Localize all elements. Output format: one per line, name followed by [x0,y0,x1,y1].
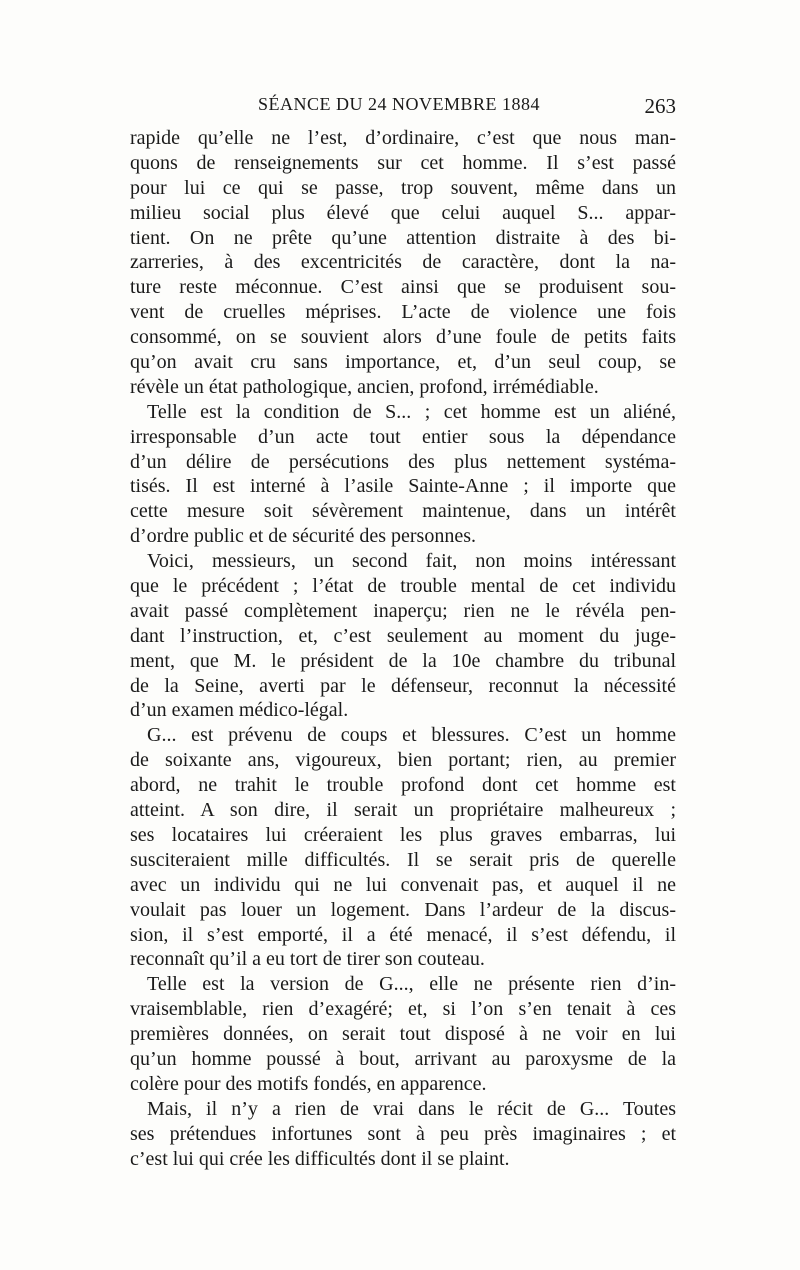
text-line: d’ordre public et de sécurité des personnes. [130,525,476,548]
text-line: d’un examen médico-légal. [130,699,349,722]
text-line: d’un délire de persécutions des plus nettement systéma- [130,450,676,473]
text-line: tient. On ne prête qu’une attention distraite à des bi- [130,226,676,249]
page-number: 263 [644,94,676,118]
text-line: de la Seine, averti par le défenseur, reconnut la nécessité [130,674,676,697]
text-line: ses prétendues infortunes sont à peu près imaginaires ; et [130,1122,676,1145]
text-line: Telle est la condition de S... ; cet homme est un aliéné, [147,400,676,423]
text-line: colère pour des motifs fondés, en apparence. [130,1072,487,1095]
text-line: sion, il s’est emporté, il a été menacé, il s’est défendu, il [130,923,676,946]
text-line: abord, ne trahit le trouble profond dont cet homme est [130,774,676,797]
text-line: milieu social plus élevé que celui auquel S... appar- [130,201,676,224]
text-line: susciteraient mille difficultés. Il se serait pris de querelle [130,848,676,871]
text-line: G... est prévenu de coups et blessures. C’est un homme [147,724,676,747]
text-line: Telle est la version de G..., elle ne présente rien d’in- [147,973,676,996]
text-line: avec un individu qui ne lui convenait pas, et auquel il ne [130,873,676,896]
text-line: reconnaît qu’il a eu tort de tirer son couteau. [130,948,485,971]
text-line: Mais, il n’y a rien de vrai dans le récit de G... Toutes [147,1097,676,1120]
text-line: cette mesure soit sévèrement maintenue, dans un intérêt [130,500,676,523]
text-line: zarreries, à des excentricités de caractère, dont la na- [130,251,676,274]
text-line: ture reste méconnue. C’est ainsi que se produisent sou- [130,276,676,299]
text-line: de soixante ans, vigoureux, bien portant; rien, au premier [130,749,676,772]
text-line: consommé, on se souvient alors d’une foule de petits faits [130,326,676,349]
text-line: voulait pas louer un logement. Dans l’ardeur de la discus- [130,898,676,921]
text-line: révèle un état pathologique, ancien, profond, irrémédiable. [130,375,599,398]
text-line: pour lui ce qui se passe, trop souvent, même dans un [130,176,676,199]
text-line: c’est lui qui crée les difficultés dont il se plaint. [130,1147,510,1170]
text-line: avait passé complètement inaperçu; rien ne le révéla pen- [130,599,676,622]
text-line: Voici, messieurs, un second fait, non moins intéressant [147,550,676,573]
text-line: qu’on avait cru sans importance, et, d’un seul coup, se [130,351,676,374]
text-line: tisés. Il est interné à l’asile Sainte-Anne ; il importe que [130,475,676,498]
text-line: irresponsable d’un acte tout entier sous la dépendance [130,425,676,448]
page-header [130,94,676,124]
text-line: dant l’instruction, et, c’est seulement au moment du juge- [130,624,676,647]
running-head: SÉANCE DU 24 NOVEMBRE 1884 [258,94,541,114]
body-text [130,126,676,1171]
text-line: ses locataires lui créeraient les plus graves embarras, lui [130,823,676,846]
text-line: rapide qu’elle ne l’est, d’ordinaire, c’est que nous man- [130,127,676,149]
text-line: ment, que M. le président de la 10e chambre du tribunal [130,649,676,672]
text-line: que le précédent ; l’état de trouble mental de cet individu [130,575,676,598]
text-line: vent de cruelles méprises. L’acte de violence une fois [130,301,676,324]
text-line: qu’un homme poussé à bout, arrivant au paroxysme de la [130,1047,676,1070]
text-line: quons de renseignements sur cet homme. Il s’est passé [130,151,676,174]
text-line: vraisemblable, rien d’exagéré; et, si l’on s’en tenait à ces [130,998,676,1021]
text-line: atteint. A son dire, il serait un propriétaire malheureux ; [130,799,676,822]
text-line: premières données, on serait tout disposé à ne voir en lui [130,1023,676,1046]
